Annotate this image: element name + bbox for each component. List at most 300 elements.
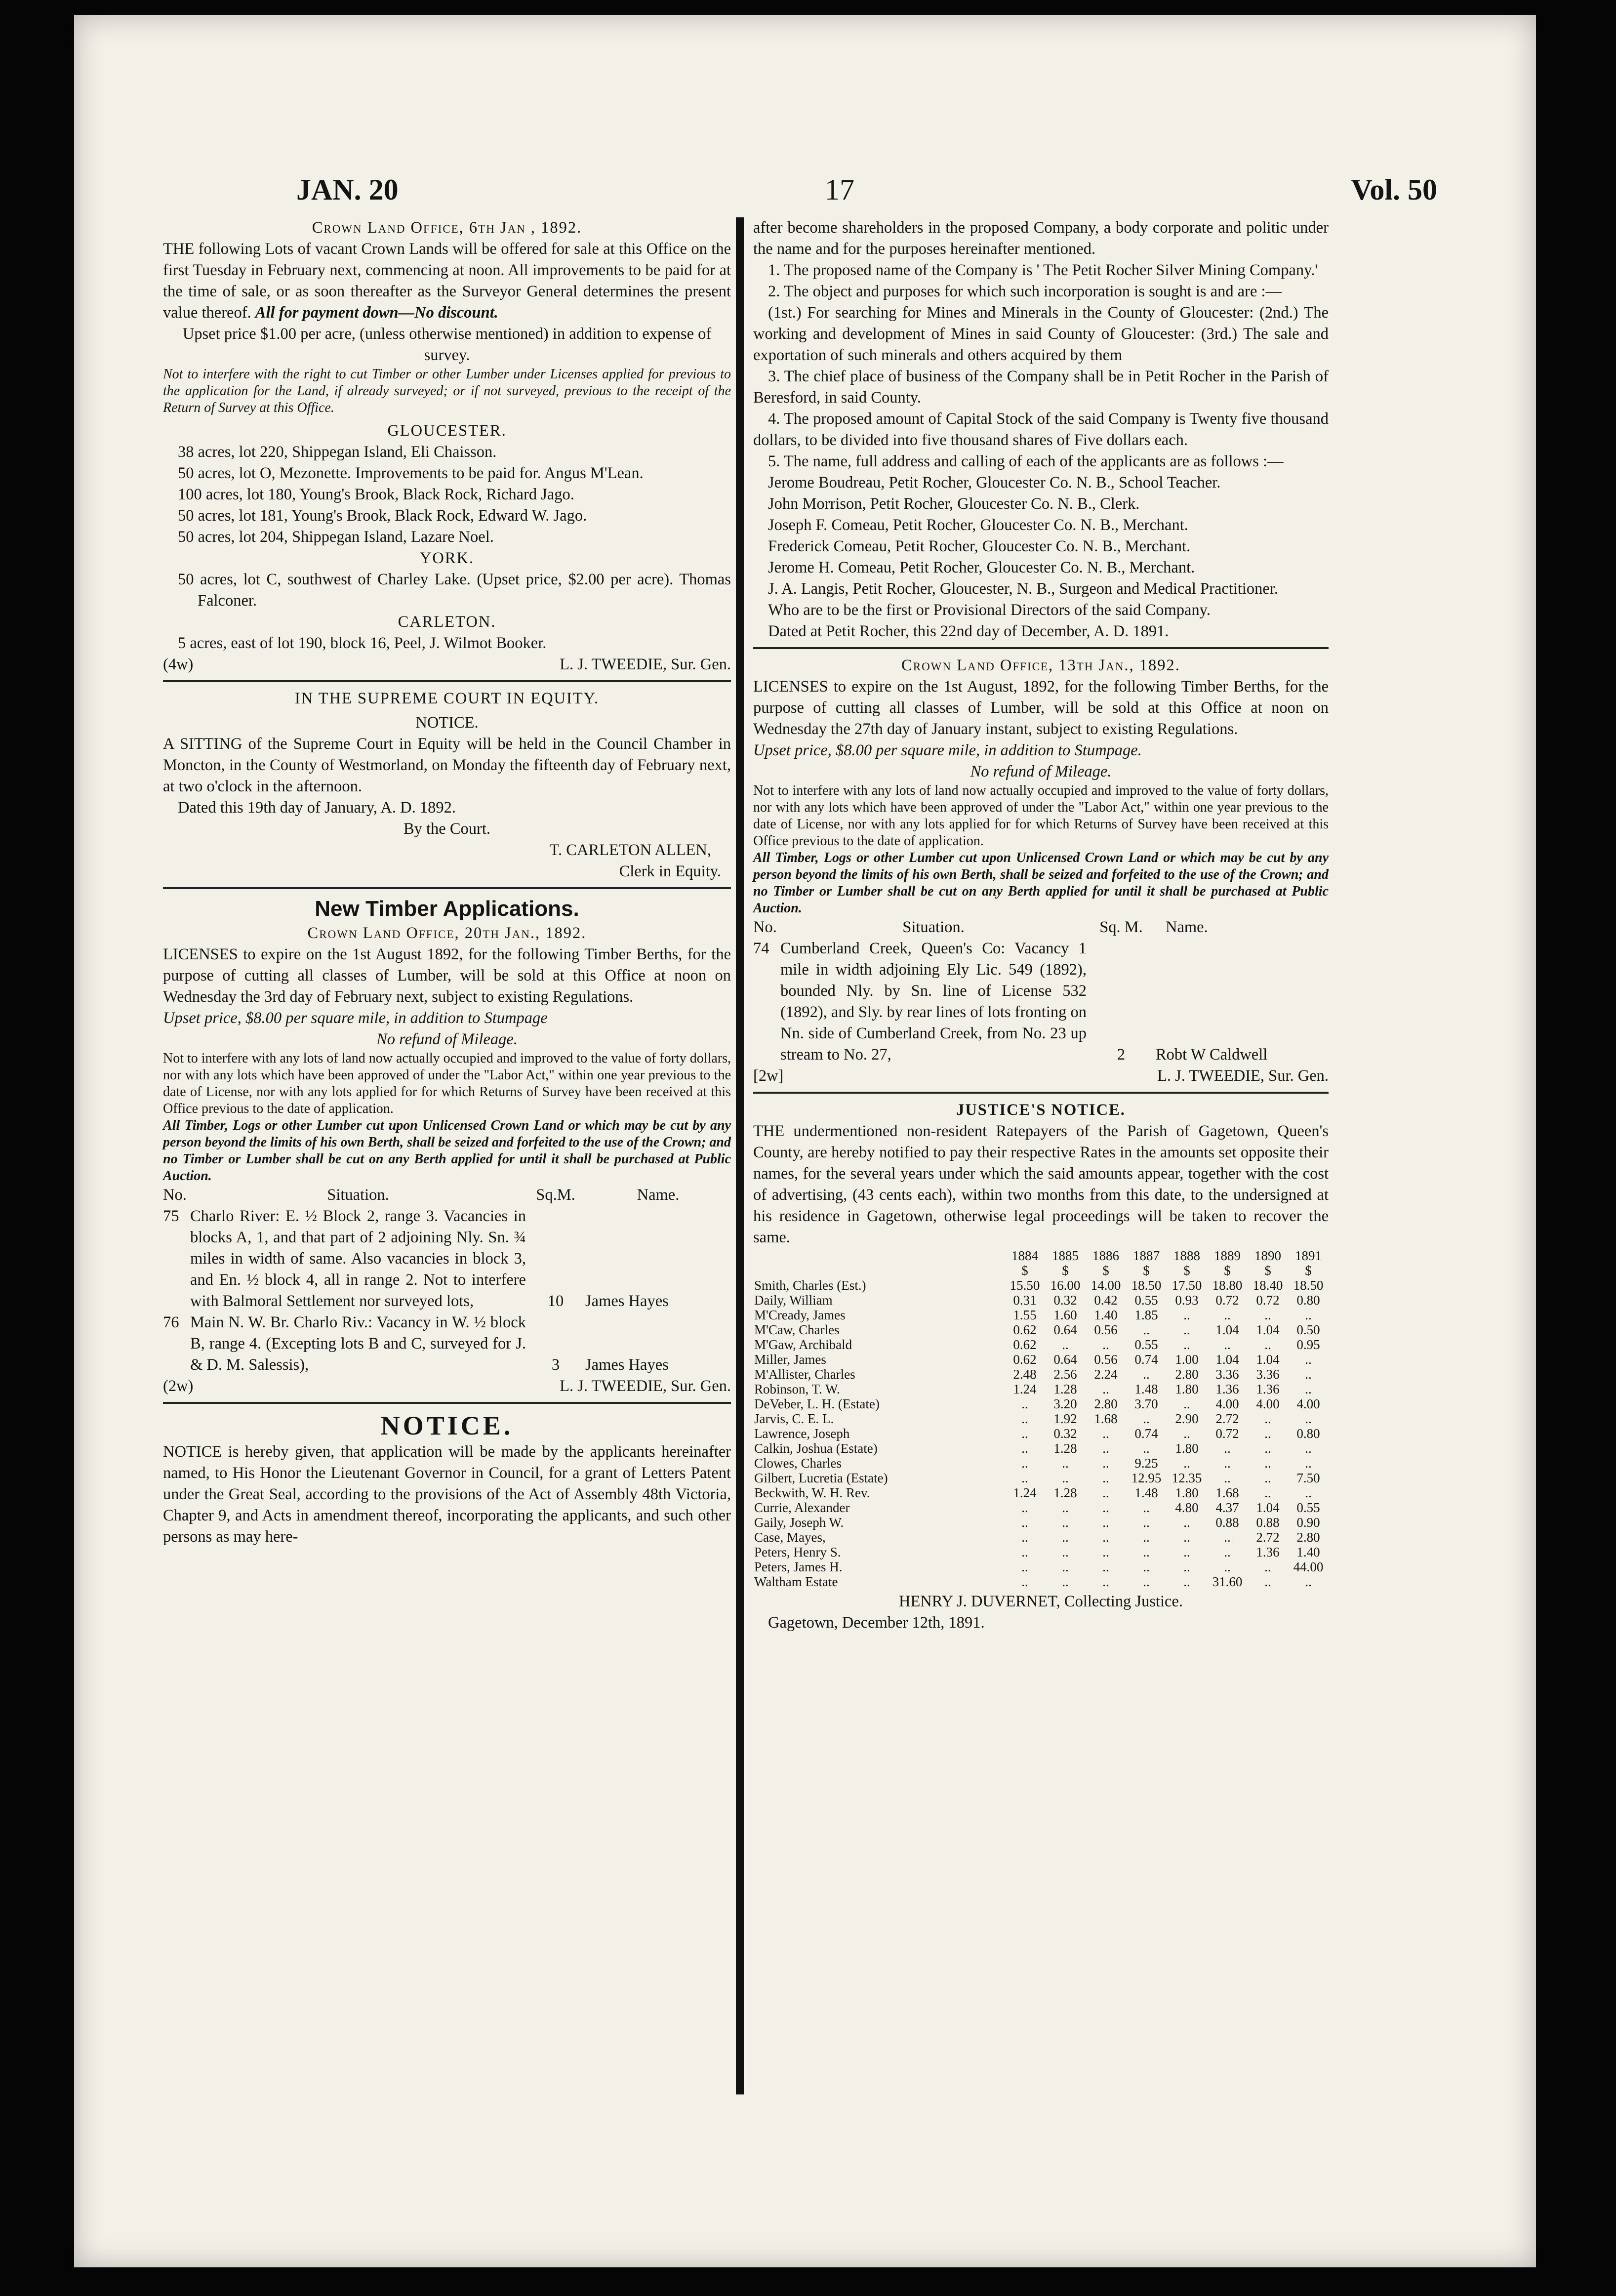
rate-cell: .. [1021, 1545, 1028, 1559]
rate-cell: .. [1183, 1559, 1190, 1574]
rate-cell: 0.88 [1256, 1515, 1280, 1530]
rate-cell: 0.62 [1013, 1337, 1037, 1352]
ratepayer-name: M'Caw, Charles [754, 1322, 840, 1337]
rate-cell: .. [1305, 1411, 1312, 1426]
applicant: Jerome H. Comeau, Petit Rocher, Gloucester Co. N. B., Merchant. [768, 559, 1195, 576]
table-row [753, 1278, 1329, 1293]
rate-cell: 2.80 [1296, 1530, 1320, 1545]
header-date: JAN. 20 [296, 173, 399, 206]
rate-cell: .. [1062, 1574, 1069, 1589]
rate-cell: 4.80 [1175, 1500, 1199, 1515]
rate-cell: .. [1102, 1485, 1109, 1500]
rate-cell: .. [1264, 1574, 1271, 1589]
ratepayer-name: Currie, Alexander [754, 1500, 850, 1515]
rate-cell: .. [1021, 1471, 1028, 1485]
year-header: 1889 [1214, 1248, 1241, 1263]
rate-cell: 0.55 [1134, 1293, 1158, 1308]
insertion-tag: (2w) [163, 1377, 194, 1395]
rate-cell: .. [1183, 1574, 1190, 1589]
notice-item: 3. The chief place of business of the Company shall be in Petit Rocher in the Parish of Beresford, in said County. [753, 368, 1329, 407]
rate-cell: 0.56 [1094, 1352, 1118, 1367]
lot-entry: 50 acres, lot 181, Young's Brook, Black Rock, Edward W. Jago. [178, 507, 587, 525]
table-row [753, 1367, 1329, 1382]
rate-cell: .. [1102, 1545, 1109, 1559]
rate-cell: .. [1224, 1456, 1231, 1471]
year-header: 1891 [1295, 1248, 1322, 1263]
ratepayer-name: Gaily, Joseph W. [754, 1515, 844, 1530]
rate-cell: .. [1102, 1441, 1109, 1456]
currency-mark: $ [1143, 1263, 1150, 1278]
left-column [163, 217, 731, 1548]
rate-cell: 17.50 [1172, 1278, 1202, 1293]
rate-cell: .. [1021, 1500, 1028, 1515]
lot-entry: 50 acres, lot O, Mezonette. Improvements to be paid for. Angus M'Lean. [178, 464, 644, 482]
court-body: A SITTING of the Supreme Court in Equity will be held in the Council Chamber in Moncton, in the County of Westmorland, on Monday the fifteenth day of February next, at two o'clock in the afternoon. [163, 735, 731, 795]
lot-entry: 100 acres, lot 180, Young's Brook, Black Rock, Richard Jago. [178, 486, 574, 503]
upset-price: Upset price $1.00 per acre, (unless otherwise mentioned) in addition to expense of survey. [182, 325, 712, 364]
rate-cell: .. [1224, 1337, 1231, 1352]
rate-cell: 1.48 [1134, 1485, 1158, 1500]
rate-cell: .. [1062, 1456, 1069, 1471]
rate-cell: 1.36 [1215, 1382, 1239, 1396]
signature: L. J. TWEEDIE, Sur. Gen. [560, 656, 731, 673]
table-row [753, 1337, 1329, 1352]
table-row [753, 1545, 1329, 1559]
table-row [753, 1426, 1329, 1441]
year-header: 1886 [1092, 1248, 1119, 1263]
rate-cell: 2.90 [1175, 1411, 1199, 1426]
rate-cell: 0.88 [1215, 1515, 1239, 1530]
crown-land-notice-jan13 [753, 655, 1329, 1087]
rate-cell: .. [1143, 1441, 1150, 1456]
table-row [753, 1322, 1329, 1337]
applicant: Jerome Boudreau, Petit Rocher, Gloucester Co. N. B., School Teacher. [768, 474, 1221, 492]
section-rule [753, 647, 1329, 649]
rate-cell: 2.72 [1256, 1530, 1280, 1545]
rate-cell: 1.40 [1296, 1545, 1320, 1559]
rate-cell: .. [1305, 1485, 1312, 1500]
timber-caveat: All Timber, Logs or other Lumber cut upon Unlicensed Crown Land or which may be cut by any person beyond the limits of his own Berth, shall be seized and forfeited to the use of the Crown; and no Timber or Lumber shall be cut on any Berth applied for until it shall be purchased at Public Auction. [753, 850, 1329, 916]
rate-cell: 0.95 [1296, 1337, 1320, 1352]
rate-cell: .. [1224, 1530, 1231, 1545]
rate-cell: .. [1224, 1471, 1231, 1485]
rate-cell: 1.80 [1175, 1485, 1199, 1500]
column-divider [736, 217, 744, 2094]
section-rule [163, 1402, 731, 1404]
rate-cell: .. [1305, 1441, 1312, 1456]
currency-mark: $ [1224, 1263, 1231, 1278]
year-header: 1888 [1173, 1248, 1200, 1263]
currency-row [753, 1263, 1329, 1278]
rate-cell: .. [1264, 1426, 1271, 1441]
signature-line [753, 1066, 1329, 1087]
ratepayer-name: DeVeber, L. H. (Estate) [754, 1396, 880, 1411]
rate-cell: .. [1021, 1530, 1028, 1545]
clerk-name: T. CARLETON ALLEN, [549, 841, 711, 859]
rate-cell: 1.92 [1053, 1411, 1077, 1426]
ratepayer-name: Smith, Charles (Est.) [754, 1278, 866, 1293]
rate-cell: 3.36 [1256, 1367, 1280, 1382]
rate-cell: .. [1305, 1574, 1312, 1589]
table-row [753, 1485, 1329, 1500]
rate-cell: .. [1183, 1308, 1190, 1322]
table-header: No. Situation. Sq. M. Name. [753, 918, 1208, 936]
clerk-role: Clerk in Equity. [619, 862, 721, 880]
office-dateline: Crown Land Office, 13th Jan., 1892. [901, 656, 1180, 674]
ratepayer-name: Lawrence, Joseph [754, 1426, 850, 1441]
rate-cell: .. [1224, 1441, 1231, 1456]
timber-body: LICENSES to expire on the 1st August, 1892, for the following Timber Berths, for the purpose of cutting all classes of Lumber, will be sold at this Office at noon on Wednesday the 27th day of January instant, subject to existing Regulations. [753, 678, 1329, 738]
rate-cell: 1.28 [1053, 1485, 1077, 1500]
rate-cell: .. [1264, 1559, 1271, 1574]
refund-note: No refund of Mileage. [376, 1030, 518, 1048]
office-dateline: Crown Land Office, 20th Jan., 1892. [307, 924, 587, 942]
page-number: 17 [825, 173, 854, 206]
rate-cell: 0.31 [1013, 1293, 1037, 1308]
ratepayer-name: Peters, Henry S. [754, 1545, 841, 1559]
court-by: By the Court. [403, 820, 491, 838]
rates-table [753, 1248, 1329, 1589]
lot-entry: 50 acres, lot C, southwest of Charley Lake. (Upset price, $2.00 per acre). Thomas Falconer. [178, 571, 731, 610]
rate-cell: .. [1062, 1471, 1069, 1485]
rate-cell: .. [1021, 1456, 1028, 1471]
ratepayer-name: M'Gaw, Archibald [754, 1337, 852, 1352]
currency-mark: $ [1062, 1263, 1069, 1278]
rate-cell: 0.80 [1296, 1293, 1320, 1308]
interfere-note: Not to interfere with any lots of land now actually occupied and improved to the value of forty dollars, nor with any lots which have been approved of under the "Labor Act," within one year previous to the date of License, nor with any lots applied for for which Returns of Survey have been received at this Office previous to the date of application. [163, 1051, 731, 1116]
notice-item: (1st.) For searching for Mines and Minerals in the County of Gloucester: (2nd.) The working and development of Mines in said County of Gloucester: (3rd.) The sale and exportation of such minerals and others acquired by them [753, 304, 1329, 364]
rate-cell: .. [1102, 1382, 1109, 1396]
rate-cell: .. [1183, 1396, 1190, 1411]
rate-cell: 1.24 [1013, 1485, 1037, 1500]
ratepayer-name: Waltham Estate [754, 1574, 838, 1589]
rate-cell: 2.80 [1175, 1367, 1199, 1382]
applicant: John Morrison, Petit Rocher, Gloucester Co. N. B., Clerk. [768, 495, 1140, 513]
rate-cell: .. [1102, 1456, 1109, 1471]
ratepayer-name: Case, Mayes, [754, 1530, 826, 1545]
rate-cell: .. [1183, 1426, 1190, 1441]
currency-mark: $ [1183, 1263, 1190, 1278]
rate-cell: 44.00 [1293, 1559, 1324, 1574]
rate-cell: 0.90 [1296, 1515, 1320, 1530]
rate-cell: 1.85 [1134, 1308, 1158, 1322]
rate-cell: .. [1102, 1530, 1109, 1545]
rate-cell: .. [1143, 1574, 1150, 1589]
applicant: Frederick Comeau, Petit Rocher, Gloucester Co. N. B., Merchant. [768, 537, 1191, 555]
ratepayer-name: Daily, William [754, 1293, 833, 1308]
rate-cell: .. [1102, 1559, 1109, 1574]
rate-cell: 1.04 [1256, 1352, 1280, 1367]
rate-cell: 2.48 [1013, 1367, 1037, 1382]
rate-cell: .. [1062, 1515, 1069, 1530]
rate-cell: .. [1264, 1471, 1271, 1485]
table-row [753, 1530, 1329, 1545]
rate-cell: .. [1102, 1574, 1109, 1589]
rate-cell: 1.36 [1256, 1382, 1280, 1396]
rate-cell: 0.80 [1296, 1426, 1320, 1441]
rate-cell: 0.72 [1215, 1293, 1239, 1308]
rate-cell: 1.68 [1215, 1485, 1239, 1500]
justice-dated: Gagetown, December 12th, 1891. [768, 1614, 985, 1632]
supreme-court-notice [163, 688, 731, 882]
rate-cell: 0.93 [1175, 1293, 1199, 1308]
year-header: 1885 [1052, 1248, 1079, 1263]
county-heading: YORK. [419, 549, 475, 567]
lot-entry: 5 acres, east of lot 190, block 16, Peel, J. Wilmot Booker. [178, 634, 547, 652]
rate-cell: 0.64 [1053, 1322, 1077, 1337]
rate-cell: .. [1062, 1337, 1069, 1352]
upset-price: Upset price, $8.00 per square mile, in addition to Stumpage. [753, 741, 1142, 759]
rate-cell: 16.00 [1050, 1278, 1081, 1293]
rate-cell: 0.55 [1134, 1337, 1158, 1352]
rate-cell: .. [1183, 1337, 1190, 1352]
applicant: Joseph F. Comeau, Petit Rocher, Gloucester Co. N. B., Merchant. [768, 516, 1188, 534]
rate-cell: 2.24 [1094, 1367, 1118, 1382]
rate-cell: 1.36 [1256, 1545, 1280, 1559]
court-title: IN THE SUPREME COURT IN EQUITY. [294, 690, 600, 707]
timber-lots-table [753, 917, 1329, 1066]
ratepayer-name: M'Cready, James [754, 1308, 846, 1322]
rate-cell: .. [1102, 1515, 1109, 1530]
rate-cell: 1.68 [1094, 1411, 1118, 1426]
rate-cell: 1.24 [1013, 1382, 1037, 1396]
lot-entry: 38 acres, lot 220, Shippegan Island, Eli Chaisson. [178, 443, 497, 461]
table-row [753, 1515, 1329, 1530]
rate-cell: 1.04 [1256, 1500, 1280, 1515]
rate-cell: .. [1021, 1396, 1028, 1411]
rate-cell: .. [1143, 1367, 1150, 1382]
notice-item: 2. The object and purposes for which such incorporation is sought is and are :— [768, 283, 1282, 300]
rate-cell: 1.80 [1175, 1441, 1199, 1456]
timber-caveat: Not to interfere with the right to cut Timber or other Lumber under Licenses applied for previous to the application for the Land, if already surveyed; or if not surveyed, previous to the receipt of the Return of Survey at this Office. [163, 367, 731, 415]
currency-mark: $ [1264, 1263, 1271, 1278]
notice-dated: Dated at Petit Rocher, this 22nd day of December, A. D. 1891. [768, 622, 1169, 640]
rate-cell: .. [1264, 1485, 1271, 1500]
table-row [753, 1396, 1329, 1411]
currency-mark: $ [1102, 1263, 1109, 1278]
rate-cell: .. [1102, 1500, 1109, 1515]
rate-cell: 18.50 [1131, 1278, 1162, 1293]
lot-entry: 50 acres, lot 204, Shippegan Island, Lazare Noel. [178, 528, 494, 546]
ratepayer-name: Beckwith, W. H. Rev. [754, 1485, 870, 1500]
rate-cell: .. [1021, 1411, 1028, 1426]
rate-cell: 4.00 [1296, 1396, 1320, 1411]
rate-cell: 12.95 [1131, 1471, 1162, 1485]
rate-cell: .. [1062, 1559, 1069, 1574]
table-row [753, 1411, 1329, 1426]
rate-cell: .. [1021, 1574, 1028, 1589]
notice-title: NOTICE. [380, 1411, 514, 1440]
rate-cell: 1.48 [1134, 1382, 1158, 1396]
rate-cell: .. [1224, 1545, 1231, 1559]
court-dated: Dated this 19th day of January, A. D. 1892. [178, 799, 456, 817]
table-row [753, 1471, 1329, 1485]
table-row: 76 Main N. W. Br. Charlo Riv.: Vacancy in W. ½ block B, range 4. (Excepting lots B and C, surveyed for J. & D. M. Salessis), 3 James Hayes [163, 1313, 669, 1374]
rate-cell: 1.28 [1053, 1441, 1077, 1456]
rate-cell: .. [1102, 1471, 1109, 1485]
rate-cell: .. [1143, 1515, 1150, 1530]
rate-cell: .. [1143, 1545, 1150, 1559]
timber-body: LICENSES to expire on the 1st August 1892, for the following Timber Berths, for the purpose of cutting all classes of Lumber, will be sold at this Office at noon on Wednesday the 3rd day of February next, subject to existing Regulations. [163, 945, 731, 1006]
rate-cell: .. [1305, 1352, 1312, 1367]
rate-cell: .. [1264, 1411, 1271, 1426]
rate-cell: 0.50 [1296, 1322, 1320, 1337]
notice-intro: after become shareholders in the proposed Company, a body corporate and politic under the name and for the purposes hereinafter mentioned. [753, 219, 1329, 258]
volume-number: Vol. 50 [1351, 173, 1437, 206]
table-row [753, 1293, 1329, 1308]
ratepayer-name: Gilbert, Lucretia (Estate) [754, 1471, 888, 1485]
year-header: 1887 [1133, 1248, 1160, 1263]
justice-body: THE undermentioned non-resident Ratepayers of the Parish of Gagetown, Queen's County, are hereby notified to pay their respective Rates in the amounts set opposite their names, for the several years under which the said amounts appear, together with the cost of advertising, (43 cents each), within two months from this date, to the undersigned at his residence in Gagetown, otherwise legal proceedings will be taken to recover the same. [753, 1122, 1329, 1246]
notice-item: 1. The proposed name of the Company is ' The Petit Rocher Silver Mining Company.' [768, 261, 1318, 279]
rate-cell: 0.74 [1134, 1352, 1158, 1367]
ratepayer-name: Peters, James H. [754, 1559, 843, 1574]
crown-land-notice-jan6 [163, 217, 731, 675]
rate-cell: 2.56 [1053, 1367, 1077, 1382]
signature-line [163, 654, 731, 675]
ratepayer-name: Clowes, Charles [754, 1456, 842, 1471]
table-row [753, 1500, 1329, 1515]
rate-cell: .. [1183, 1456, 1190, 1471]
notice-item: 5. The name, full address and calling of each of the applicants are as follows :— [768, 452, 1284, 470]
rate-cell: .. [1143, 1322, 1150, 1337]
rate-cell: 3.20 [1053, 1396, 1077, 1411]
upset-price: Upset price, $8.00 per square mile, in addition to Stumpage [163, 1009, 548, 1027]
rate-cell: 0.62 [1013, 1322, 1037, 1337]
rate-cell: 0.62 [1013, 1352, 1037, 1367]
table-row [753, 1441, 1329, 1456]
notice-body: THE following Lots of vacant Crown Lands will be offered for sale at this Office on the first Tuesday in February next, commencing at noon. All improvements to be paid for at the time of sale, or as soon thereafter as the Surveyor General determines the present value thereof. All for payment down—No discount. [163, 240, 731, 322]
rate-cell: 1.40 [1094, 1308, 1118, 1322]
signature-line [163, 1376, 731, 1397]
justices-notice [753, 1100, 1329, 1634]
rate-cell: 0.72 [1256, 1293, 1280, 1308]
rate-cell: 7.50 [1296, 1471, 1320, 1485]
rate-cell: 0.55 [1296, 1500, 1320, 1515]
rate-cell: 4.00 [1256, 1396, 1280, 1411]
ratepayer-name: M'Allister, Charles [754, 1367, 855, 1382]
office-dateline: Crown Land Office, 6th Jan , 1892. [312, 219, 582, 237]
rate-cell: .. [1021, 1426, 1028, 1441]
rate-cell: .. [1062, 1530, 1069, 1545]
rate-cell: .. [1021, 1441, 1028, 1456]
incorporation-notice [163, 1410, 731, 1548]
justice-title: JUSTICE'S NOTICE. [956, 1101, 1126, 1119]
rate-cell: .. [1264, 1456, 1271, 1471]
ratepayer-name: Miller, James [754, 1352, 826, 1367]
court-notice-heading: NOTICE. [415, 714, 479, 732]
header-spacer [753, 1248, 1005, 1263]
refund-note: No refund of Mileage. [970, 763, 1112, 780]
rate-cell: 18.80 [1212, 1278, 1243, 1293]
timber-caveat: All Timber, Logs or other Lumber cut upon Unlicensed Crown Land or which may be cut by any person beyond the limits of his own Berth, shall be seized and forfeited to the use of the Crown; and no Timber or Lumber shall be cut on any Berth applied for until it shall be purchased at Public Auction. [163, 1118, 731, 1184]
rate-cell: 15.50 [1010, 1278, 1040, 1293]
new-timber-applications [163, 895, 731, 1397]
rate-cell: 0.72 [1215, 1426, 1239, 1441]
rate-cell: 0.42 [1094, 1293, 1118, 1308]
insertion-tag: [2w] [753, 1067, 784, 1085]
rate-cell: 1.28 [1053, 1382, 1077, 1396]
insertion-tag: (4w) [163, 656, 194, 673]
rate-cell: 4.00 [1215, 1396, 1239, 1411]
rate-cell: .. [1264, 1441, 1271, 1456]
rate-cell: .. [1305, 1367, 1312, 1382]
rate-cell: .. [1305, 1456, 1312, 1471]
rate-cell: 1.55 [1013, 1308, 1037, 1322]
rate-cell: 31.60 [1212, 1574, 1243, 1589]
page-header [291, 168, 1442, 212]
directors-note: Who are to be the first or Provisional Directors of the said Company. [768, 601, 1211, 619]
rate-cell: 0.32 [1053, 1293, 1077, 1308]
table-row: 75 Charlo River: E. ½ Block 2, range 3. Vacancies in blocks A, 1, and that part of 2 adjoining Nly. Sn. ¾ miles in width of same. Also vacancies in block 3, and En. ½ block 4, all in range 2. Not to interfere with Balmoral Settlement nor surveyed lots, 10 James Hayes [163, 1207, 669, 1310]
rate-cell: 1.00 [1175, 1352, 1199, 1367]
rate-cell: .. [1183, 1322, 1190, 1337]
rate-cell: 18.50 [1293, 1278, 1324, 1293]
rate-cell: .. [1183, 1515, 1190, 1530]
rate-cell: .. [1021, 1559, 1028, 1574]
rate-cell: .. [1021, 1515, 1028, 1530]
rate-cell: .. [1062, 1545, 1069, 1559]
rate-cell: .. [1224, 1559, 1231, 1574]
rate-cell: 0.56 [1094, 1322, 1118, 1337]
applicant: J. A. Langis, Petit Rocher, Gloucester, N. B., Surgeon and Medical Practitioner. [768, 580, 1279, 598]
interfere-note: Not to interfere with any lots of land now actually occupied and improved to the value of forty dollars, nor with any lots which have been approved of under the "Labor Act," within one year previous to the date of License, nor with any lots applied for for which Returns of Survey have been received at this Office previous to the date of application. [753, 783, 1329, 849]
rate-cell: .. [1183, 1530, 1190, 1545]
timber-lots-table [163, 1185, 731, 1376]
rate-cell: .. [1305, 1308, 1312, 1322]
rate-cell: .. [1143, 1500, 1150, 1515]
rate-cell: 18.40 [1252, 1278, 1283, 1293]
table-row [753, 1352, 1329, 1367]
year-header: 1884 [1011, 1248, 1038, 1263]
table-row [753, 1382, 1329, 1396]
rate-cell: 1.04 [1256, 1322, 1280, 1337]
ratepayer-name: Calkin, Joshua (Estate) [754, 1441, 878, 1456]
currency-mark: $ [1021, 1263, 1028, 1278]
rate-cell: 3.36 [1215, 1367, 1239, 1382]
rate-cell: 0.74 [1134, 1426, 1158, 1441]
rate-cell: 1.04 [1215, 1352, 1239, 1367]
rate-cell: .. [1305, 1382, 1312, 1396]
table-row [753, 1456, 1329, 1471]
rate-cell: .. [1062, 1500, 1069, 1515]
signature: L. J. TWEEDIE, Sur. Gen. [1157, 1067, 1329, 1085]
rate-cell: 1.04 [1215, 1322, 1239, 1337]
signature: L. J. TWEEDIE, Sur. Gen. [560, 1377, 731, 1395]
county-heading: CARLETON. [398, 613, 496, 631]
rate-cell: .. [1224, 1308, 1231, 1322]
currency-mark: $ [1305, 1263, 1312, 1278]
rate-cell: 1.80 [1175, 1382, 1199, 1396]
rate-cell: .. [1183, 1545, 1190, 1559]
rate-cell: .. [1102, 1426, 1109, 1441]
rate-cell: 14.00 [1091, 1278, 1121, 1293]
rate-cell: 0.64 [1053, 1352, 1077, 1367]
right-column [753, 217, 1329, 1634]
justice-signature: HENRY J. DUVERNET, Collecting Justice. [898, 1593, 1183, 1610]
rate-cell: 4.37 [1215, 1500, 1239, 1515]
table-row: 74 Cumberland Creek, Queen's Co: Vacancy 1 mile in width adjoining Ely Lic. 549 (1892), bounded Nly. by Sn. line of License 532 (1892), and Sly. by rear lines of lots fronting on Nn. side of Cumberland Creek, from No. 23 up stream to No. 27, 2 Robt W Caldwell [753, 940, 1268, 1064]
year-header: 1890 [1254, 1248, 1281, 1263]
table-row [753, 1574, 1329, 1589]
rate-cell: .. [1143, 1530, 1150, 1545]
rate-cell: .. [1264, 1308, 1271, 1322]
timber-title: New Timber Applications. [315, 897, 579, 921]
section-rule [163, 680, 731, 682]
table-row [753, 1308, 1329, 1322]
rate-cell: 12.35 [1172, 1471, 1202, 1485]
rate-cell: 3.70 [1134, 1396, 1158, 1411]
